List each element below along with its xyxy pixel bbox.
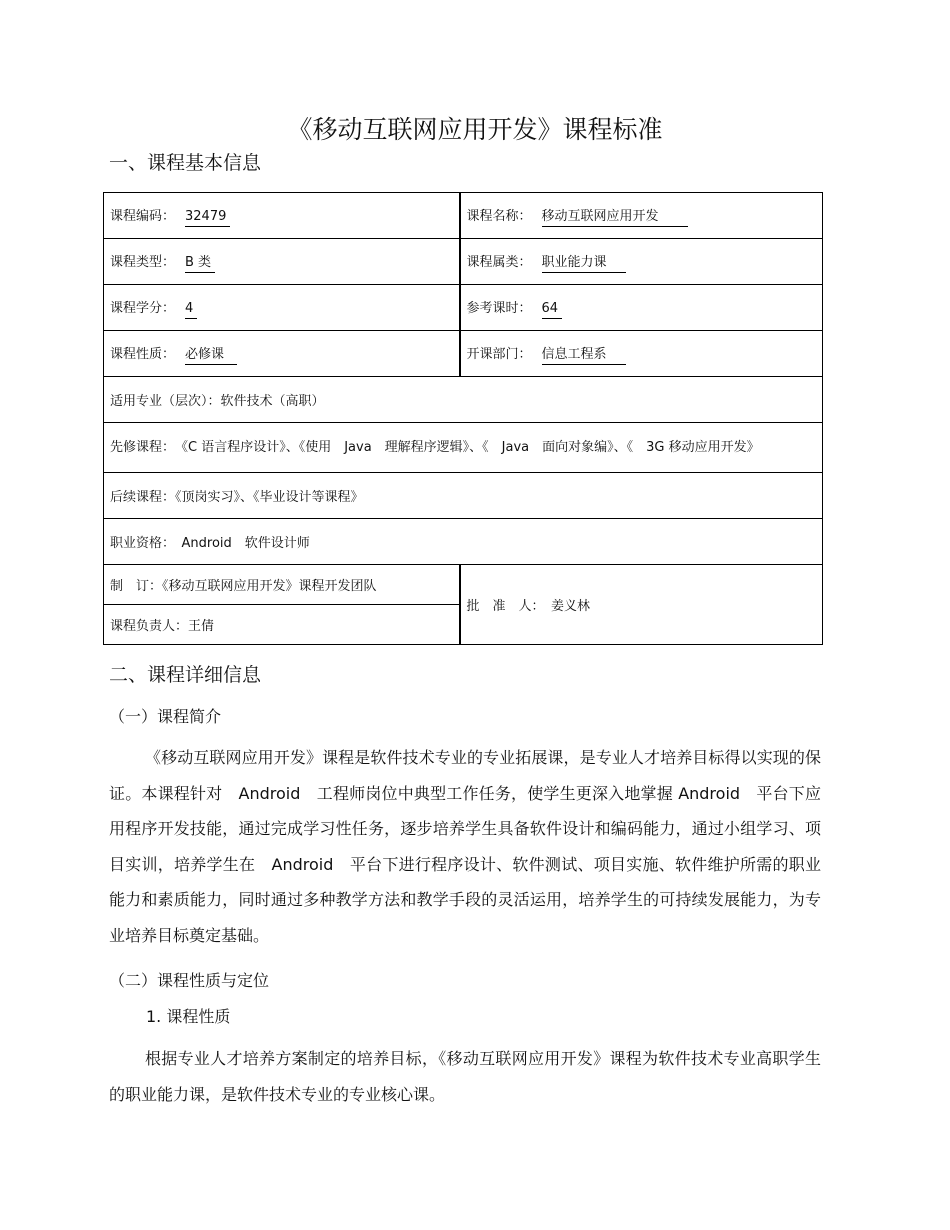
course-dept-value: 信息工程系 — [542, 346, 626, 365]
qualification-cell: 职业资格： Android 软件设计师 — [104, 519, 823, 565]
course-info-table — [103, 192, 823, 645]
course-type-label: 课程类型： — [110, 254, 176, 270]
table-row — [104, 565, 823, 605]
followup-courses-cell: 后续课程：《顶岗实习》、《毕业设计等课程》 — [104, 473, 823, 519]
course-category-value: 职业能力课 — [542, 254, 626, 273]
course-category-label: 课程属类： — [466, 254, 532, 270]
course-hours-cell — [460, 285, 823, 331]
course-hours-value: 64 — [542, 300, 563, 319]
table-row — [104, 423, 823, 473]
subsection-heading-nature: （二）课程性质与定位 — [109, 971, 270, 990]
table-row — [104, 519, 823, 565]
course-nature-label: 课程性质： — [110, 346, 176, 362]
list-item-course-nature: 1. 课程性质 — [146, 1007, 231, 1026]
table-row — [104, 377, 823, 423]
course-nature-value: 必修课 — [185, 346, 237, 365]
section-heading-details: 二、课程详细信息 — [109, 664, 262, 686]
approver-cell: 批 准 人： 姜义林 — [460, 565, 823, 645]
course-type-cell — [104, 239, 460, 285]
table-row — [104, 331, 823, 377]
course-nature-paragraph: 根据专业人才培养方案制定的培养目标，《移动互联网应用开发》课程为软件技术专业高职学生的职业能力课，是软件技术专业的专业核心课。 — [109, 1049, 821, 1104]
course-category-cell — [460, 239, 823, 285]
course-code-label: 课程编码： — [110, 208, 176, 224]
course-owner-cell: 课程负责人：王倩 — [104, 605, 460, 645]
applicable-major-cell: 适用专业（层次）：软件技术（高职） — [104, 377, 823, 423]
course-intro-paragraph: 《移动互联网应用开发》课程是软件技术专业的专业拓展课，是专业人才培养目标得以实现的保证。本课程针对 Android 工程师岗位中典型工作任务，使学生更深入地掌握 Android 平台下应用程序开发技能，通过完成学习性任务，逐步培养学生具备软件设计和编码能力，通过小组学习、项目实训，培养学生在 Android 平台下进行程序设计、软件测试、项目实施、软件维护所需的职业能力和素质能力，同时通过多种教学方法和教学手段的灵活运用，培养学生的可持续发展能力，为专业培养目标奠定基础。 — [109, 748, 821, 945]
course-name-label: 课程名称： — [466, 208, 532, 224]
table-row — [104, 193, 823, 239]
course-name-cell — [460, 193, 823, 239]
course-code-cell — [104, 193, 460, 239]
course-name-value: 移动互联网应用开发 — [542, 208, 688, 227]
course-credits-cell — [104, 285, 460, 331]
table-row — [104, 473, 823, 519]
course-dept-label: 开课部门： — [466, 346, 532, 362]
section-heading-basic-info: 一、课程基本信息 — [109, 152, 262, 174]
course-credits-value: 4 — [185, 300, 197, 319]
course-hours-label: 参考课时： — [466, 300, 532, 316]
subsection-heading-intro: （一）课程简介 — [109, 707, 222, 726]
revised-by-cell: 制 订：《移动互联网应用开发》课程开发团队 — [104, 565, 460, 605]
course-dept-cell — [460, 331, 823, 377]
course-credits-label: 课程学分： — [110, 300, 176, 316]
prerequisite-courses-cell: 先修课程： 《C 语言程序设计》、《使用 Java 理解程序逻辑》、《 Java 面向对象编》、《 3G 移动应用开发》 — [104, 423, 823, 473]
table-row — [104, 285, 823, 331]
course-nature-cell — [104, 331, 460, 377]
course-type-value: B 类 — [185, 254, 215, 273]
table-row — [104, 239, 823, 285]
page-title: 《移动互联网应用开发》课程标准 — [287, 115, 663, 144]
course-code-value: 32479 — [185, 208, 230, 227]
